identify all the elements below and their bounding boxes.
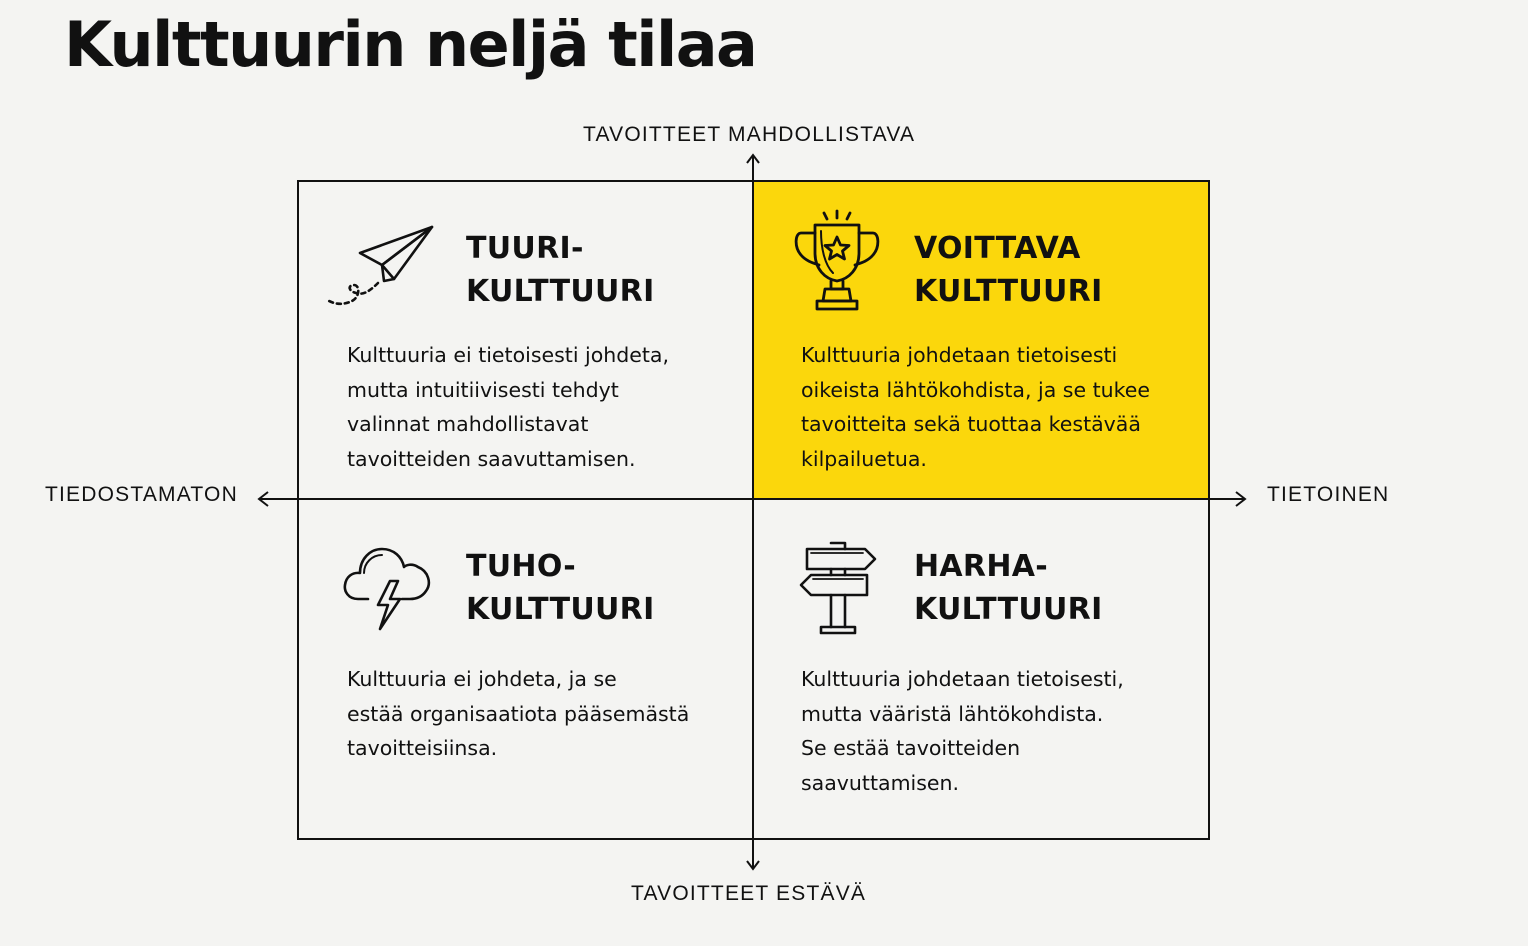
quadrant-heading: VOITTAVA KULTTUURI — [914, 231, 1103, 309]
axis-label-bottom: TAVOITTEET ESTÄVÄ — [631, 882, 867, 905]
axis-label-top: TAVOITTEET MAHDOLLISTAVA — [583, 123, 916, 146]
axis-label-left: TIEDOSTAMATON — [45, 483, 238, 506]
page-title: Kulttuurin neljä tilaa — [64, 8, 757, 81]
quadrant-description: Kulttuuria johdetaan tietoisesti oikeista lähtökohdista, ja se tukee tavoitteita sekä tuottaa kestävää kilpailuetua. — [801, 343, 1150, 471]
quadrant-description: Kulttuuria ei johdeta, ja se estää organisaatiota pääsemästä tavoitteisiinsa. — [347, 667, 690, 760]
quadrant-heading: HARHA- KULTTUURI — [914, 549, 1103, 627]
quadrant-heading: TUURI- KULTTUURI — [466, 231, 655, 309]
axis-label-right: TIETOINEN — [1267, 483, 1390, 506]
quadrant-description: Kulttuuria ei tietoisesti johdeta, mutta intuitiivisesti tehdyt valinnat mahdollistavat tavoitteiden saavuttamisen. — [347, 343, 670, 471]
quadrant-heading: TUHO- KULTTUURI — [466, 549, 655, 627]
quadrant-description: Kulttuuria johdetaan tietoisesti, mutta vääristä lähtökohdista. Se estää tavoitteiden saavuttamisen. — [801, 667, 1124, 795]
